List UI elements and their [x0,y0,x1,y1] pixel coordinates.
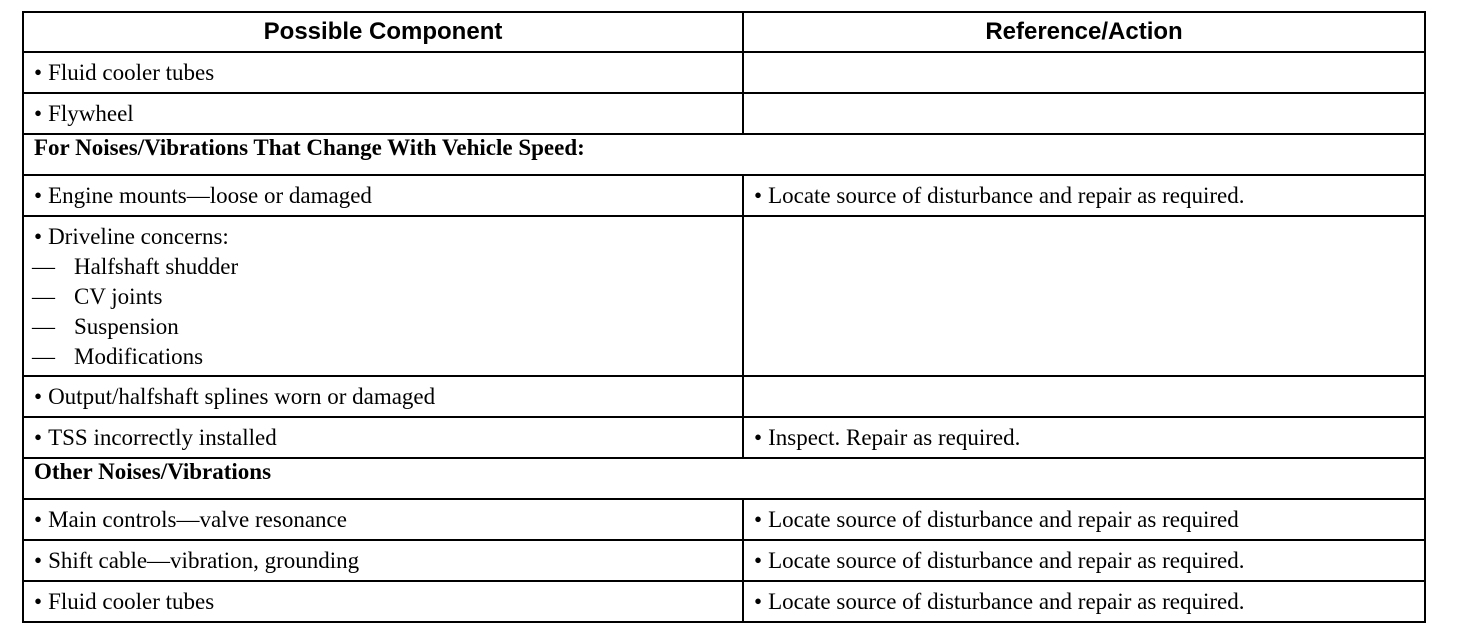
component-cell [23,540,743,581]
diagnosis-table [22,11,1426,623]
bullet-icon: • [754,182,763,208]
action-cell [743,52,1425,93]
dash-icon: — [32,254,55,279]
header-possible-component: Possible Component [23,12,743,52]
component-cell [23,581,743,622]
action-cell [743,93,1425,134]
bullet-icon: • [34,424,43,450]
action-text: Locate source of disturbance and repair as required. [768,547,1245,573]
bullet-icon: • [754,588,763,614]
component-cell [23,216,743,376]
section-row [23,458,1425,499]
action-text: Inspect. Repair as required. [768,424,1021,450]
header-row [23,12,1425,52]
table-row [23,175,1425,216]
table-row [23,540,1425,581]
component-text: Flywheel [48,100,134,126]
component-text: Shift cable—vibration, grounding [48,547,360,573]
component-cell [23,499,743,540]
action-cell [743,581,1425,622]
bullet-icon: • [34,547,43,573]
dash-icon: — [32,284,55,309]
sub-item: — CV joints [34,282,732,312]
action-text: Locate source of disturbance and repair as required. [768,588,1245,614]
bullet-icon: • [34,182,43,208]
table-row [23,499,1425,540]
table-row [23,581,1425,622]
bullet-icon: • [34,506,43,532]
bullet-icon: • [34,588,43,614]
component-text: Fluid cooler tubes [48,588,215,614]
bullet-icon: • [34,224,43,249]
bullet-icon: • [754,506,763,532]
table-row [23,216,1425,376]
action-cell [743,216,1425,376]
component-text: Main controls—valve resonance [48,506,347,532]
bullet-icon: • [34,383,43,409]
action-cell [743,376,1425,417]
table-row [23,52,1425,93]
component-text: Output/halfshaft splines worn or damaged [48,383,436,409]
table-row [23,417,1425,458]
component-text: Driveline concerns: [48,224,229,249]
section-title: For Noises/Vibrations That Change With Vehicle Speed: [23,134,1425,175]
bullet-icon: • [34,100,43,126]
action-cell [743,417,1425,458]
component-text: Engine mounts—loose or damaged [48,182,372,208]
sub-item: — Halfshaft shudder [34,252,732,282]
action-cell [743,540,1425,581]
action-cell [743,499,1425,540]
component-cell [23,175,743,216]
dash-icon: — [32,314,55,339]
section-row [23,134,1425,175]
component-cell [23,376,743,417]
component-cell [23,52,743,93]
section-title: Other Noises/Vibrations [23,458,1425,499]
component-text: Fluid cooler tubes [48,59,215,85]
bullet-icon: • [34,59,43,85]
component-cell [23,93,743,134]
bullet-icon: • [754,424,763,450]
header-reference-action: Reference/Action [743,12,1425,52]
action-cell [743,175,1425,216]
sub-item: — Modifications [34,342,732,372]
table-row [23,376,1425,417]
action-text: Locate source of disturbance and repair as required. [768,182,1245,208]
bullet-icon: • [754,547,763,573]
action-text: Locate source of disturbance and repair as required [768,506,1239,532]
component-text: TSS incorrectly installed [48,424,277,450]
dash-icon: — [32,344,55,369]
table-row [23,93,1425,134]
sub-item: — Suspension [34,312,732,342]
component-cell [23,417,743,458]
